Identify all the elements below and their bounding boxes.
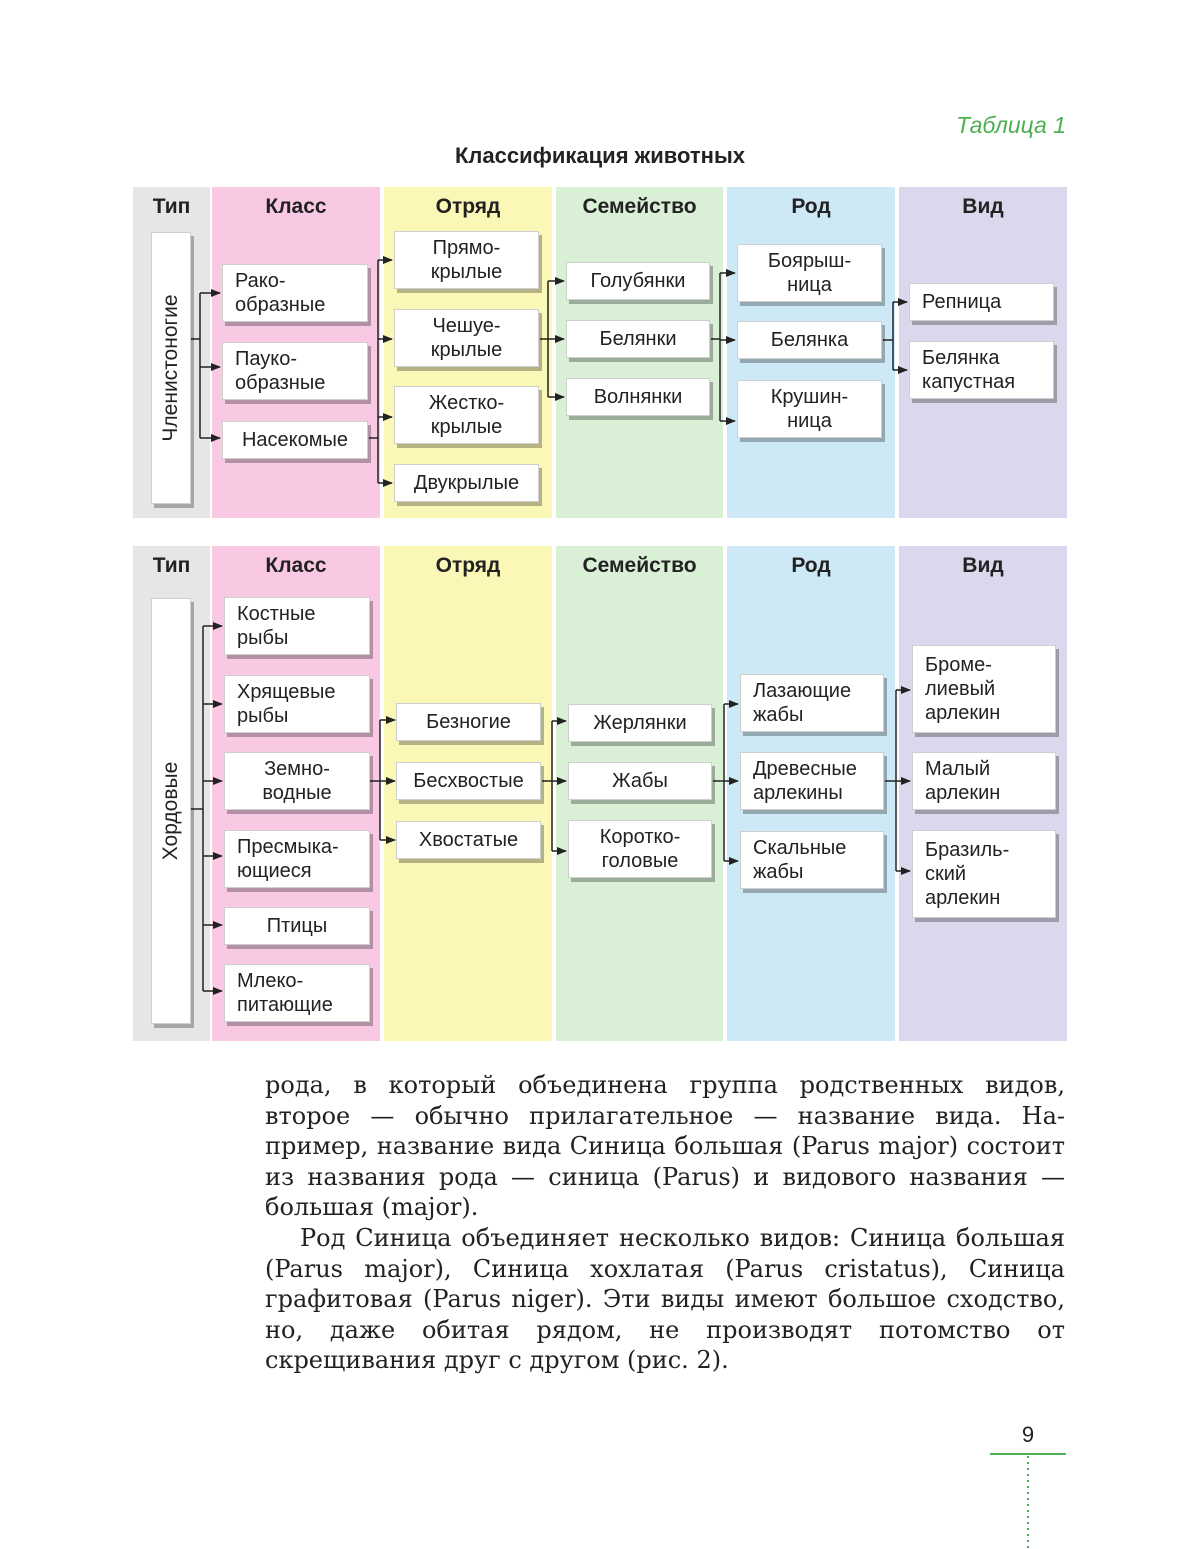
family-box	[566, 378, 710, 416]
species-label: Броме- лиевый арлекин	[925, 654, 1001, 724]
family-label: Жерлянки	[593, 712, 687, 734]
genus-label: Боярыш- ница	[767, 250, 852, 296]
page-number: 9	[1021, 1422, 1035, 1447]
body-text	[265, 1070, 1065, 1376]
header-species: Вид	[962, 195, 1004, 218]
order-label: Бесхвостые	[413, 770, 524, 792]
order-label: Чешуе- крылые	[430, 315, 503, 361]
order-box	[396, 762, 541, 800]
family-box	[568, 762, 712, 800]
genus-label: Белянка	[770, 329, 849, 351]
order-box	[396, 821, 541, 859]
genus-label: Лазающие жабы	[753, 680, 852, 726]
species-label: Малый арлекин	[925, 758, 1001, 804]
family-label: Волнянки	[593, 386, 683, 408]
order-box	[394, 309, 539, 367]
arthropods-classification-diagram	[133, 187, 1067, 518]
header-type: Тип	[152, 195, 191, 218]
type-label: Членистоногие	[159, 294, 182, 442]
class-box	[222, 342, 368, 400]
species-box	[909, 341, 1054, 399]
type-box	[151, 598, 191, 1024]
species-label: Бразиль- ский арлекин	[925, 839, 1010, 909]
order-label: Прямо- крылые	[430, 237, 503, 283]
class-label: Пауко- образные	[235, 348, 326, 394]
family-label: Голубянки	[590, 270, 686, 292]
type-box	[151, 232, 191, 504]
order-label: Жестко- крылые	[428, 392, 505, 438]
paragraph: рода, в который объединена группа родственных видов, второе — обычно прилагательное — название вида. Например, название вида Синица большая (Parus major) состоит из названия рода — синица (Parus) и видового названия — большая (major).	[265, 1071, 1065, 1222]
species-label: Репница	[922, 291, 1002, 313]
class-label: Земно- водные	[262, 758, 332, 804]
class-box	[224, 675, 370, 733]
genus-box	[740, 674, 884, 732]
class-box	[224, 907, 370, 945]
family-label: Белянки	[599, 328, 677, 350]
genus-label: Крушин- ница	[770, 386, 849, 432]
genus-box	[740, 752, 884, 810]
family-label: Жабы	[612, 770, 668, 792]
genus-box	[740, 831, 884, 889]
header-family: Семейство	[582, 195, 697, 218]
order-box	[394, 464, 539, 502]
table-number-label: Таблица 1	[956, 112, 1066, 138]
order-label: Безногие	[426, 711, 511, 733]
family-label: Коротко- головые	[599, 826, 681, 872]
class-box	[224, 830, 370, 888]
class-label: Рако- образные	[235, 270, 326, 316]
class-box	[224, 964, 370, 1022]
header-order: Отряд	[435, 554, 501, 577]
genus-label: Скальные жабы	[753, 837, 847, 883]
family-box	[568, 704, 712, 742]
family-box	[566, 262, 710, 300]
species-box	[912, 645, 1056, 733]
class-label: Птицы	[266, 915, 328, 937]
species-box	[912, 830, 1056, 918]
order-box	[394, 386, 539, 444]
class-box	[224, 752, 370, 810]
genus-label: Древесные арлекины	[753, 758, 857, 804]
header-genus: Род	[791, 554, 831, 577]
chordates-classification-diagram	[133, 546, 1067, 1041]
family-box	[568, 820, 712, 878]
header-order: Отряд	[435, 195, 501, 218]
type-label: Хордовые	[159, 761, 182, 861]
class-label: Костные рыбы	[237, 603, 316, 649]
genus-box	[737, 244, 882, 302]
header-species: Вид	[962, 554, 1004, 577]
class-box	[224, 597, 370, 655]
class-label: Пресмыка- ющиеся	[237, 836, 339, 882]
table-title: Классификация животных	[455, 143, 745, 168]
class-label: Насекомые	[241, 429, 349, 451]
order-label: Хвостатые	[418, 829, 519, 851]
page-number-rule	[988, 1452, 1068, 1549]
class-label: Млеко- питающие	[237, 970, 333, 1016]
family-box	[566, 320, 710, 358]
order-label: Двукрылые	[413, 472, 520, 494]
species-box	[909, 283, 1054, 321]
order-box	[396, 703, 541, 741]
class-label: Хрящевые рыбы	[237, 681, 336, 727]
header-type: Тип	[152, 554, 191, 577]
header-class: Класс	[265, 554, 327, 577]
header-class: Класс	[265, 195, 327, 218]
header-family: Семейство	[582, 554, 697, 577]
class-box	[222, 421, 368, 459]
paragraph: Род Синица объединяет несколько видов: Синица большая (Parus major), Синица хохлатая (Parus cristatus), Синица графитовая (Parus niger). Эти виды имеют большое сходство, но, даже обитая рядом, не производят потомство от скрещивания друг с другом (рис. 2).	[265, 1223, 1065, 1375]
order-box	[394, 231, 539, 289]
species-box	[912, 752, 1056, 810]
class-box	[222, 264, 368, 322]
header-genus: Род	[791, 195, 831, 218]
genus-box	[737, 321, 882, 359]
species-label: Белянка капустная	[922, 347, 1016, 393]
genus-box	[737, 380, 882, 438]
